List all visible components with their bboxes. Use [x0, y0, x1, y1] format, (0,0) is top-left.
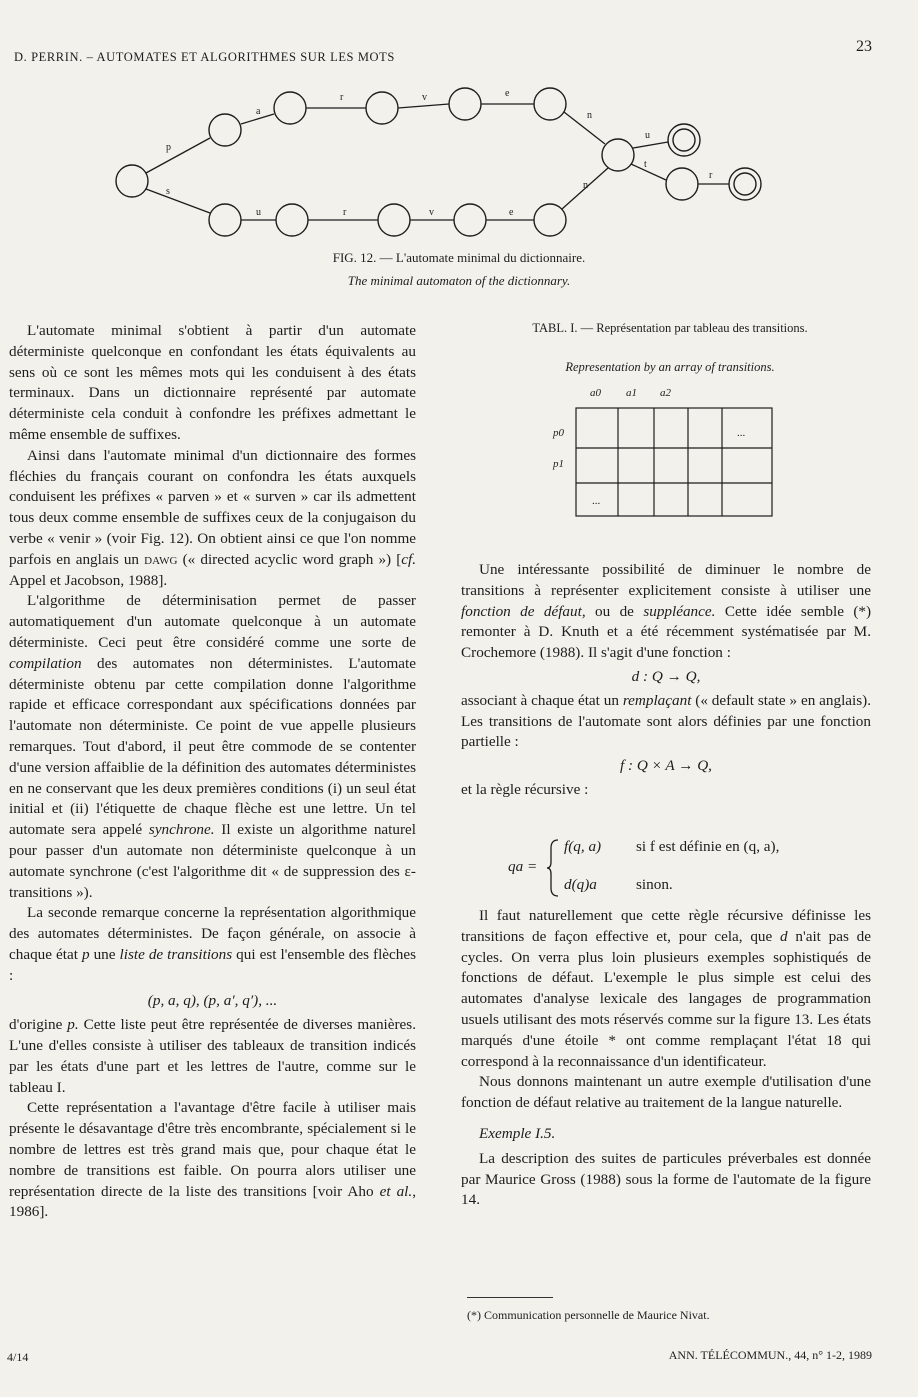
col-label-a0: a0 — [590, 387, 601, 399]
left-brace — [546, 838, 560, 898]
formula: (p, a, q), (p, a′, q′), ... — [147, 991, 278, 1009]
col-label-a2: a2 — [660, 387, 671, 399]
paragraph: Ainsi dans l'automate minimal d'un dictionnaire des formes fléchies du français courant on confondra les états auxquels conduisent les préfixes « parven » et « surven » car ils admettent tous deux comme ensemble de suffixes ceux de la conjugaison du verbe « venir » (voir Fig. 12). On obtient ainsi ce que l'on nomme parfois en anglais un dawg (« directed acyclic word graph ») [cf. Appel et Jacobson, 1988]. — [9, 446, 417, 589]
table-frame — [576, 408, 772, 516]
case-1: f(q, a) — [564, 838, 602, 855]
state-final-1-inner — [673, 129, 695, 151]
paragraph: La description des suites de particules préverbales est donnée par Maurice Gross (1988) sous la forme de l'automate de la figure 14. — [461, 1149, 871, 1209]
right-column — [461, 560, 871, 801]
edge-label-u3: u — [645, 130, 650, 141]
edge-label-e2: e — [509, 207, 514, 218]
edge-label-e: e — [505, 88, 510, 99]
automaton-figure — [100, 78, 780, 248]
footnote: (*) Communication personnelle de Maurice Nivat. — [467, 1308, 710, 1322]
footer-page-ref: 4/14 — [7, 1350, 29, 1364]
state-r — [666, 168, 698, 200]
state-bot-4 — [454, 204, 486, 236]
table-caption-fr: TABL. I. — Représentation par tableau des transitions. — [532, 321, 808, 335]
formula: f : Q × A → Q, — [620, 757, 712, 775]
edge-label-t: t — [644, 159, 647, 170]
edge-label-n: n — [587, 110, 592, 121]
edge-label-v: v — [422, 92, 427, 103]
row-label-p0: p0 — [553, 427, 564, 439]
edge-label-r: r — [340, 92, 344, 103]
state-bot-5 — [534, 204, 566, 236]
edge-label-p: p — [166, 142, 171, 153]
state-bot-3 — [378, 204, 410, 236]
paragraph: L'algorithme de déterminisation permet de passer automatiquement d'un automate quelconque à un automate déterministe. Ceci peut être considéré comme une sorte de compilation des automates non déterministes. L'automate déterministe obtenu par cette compilation donne l'algorithme rapide et efficace correspondant aux spécifications données par l'automate non déterministe. Ce point de vue appelle plusieurs remarques. Tout d'abord, il peut être commode de se contenter d'une version affaiblie de la définition des automates déterministes en ne conservant que les deux premières conditions (i) un seul état initial et (ii) l'étiquette de chaque flèche est une lettre. Un tel automate sera appelé synchrone. Il existe un algorithme naturel pour passer d'un automate non déterministe quelconque à un automate synchrone (c'est l'algorithme dit « de suppression des ε-transitions »). — [9, 592, 416, 901]
state-initial — [116, 165, 148, 197]
state-bot-2 — [276, 204, 308, 236]
ellipsis-col: ... — [592, 495, 601, 507]
edge-label-r2: r — [343, 207, 347, 218]
col-label-a1: a1 — [626, 387, 637, 399]
state-top-4 — [449, 88, 481, 120]
state-top-3 — [366, 92, 398, 124]
paragraph: associant à chaque état un remplaçant (« default state » en anglais). Les transitions de l'automate sont alors définies par une fonction partielle : — [461, 691, 872, 751]
recursive-rule — [508, 838, 888, 898]
state-top-2 — [274, 92, 306, 124]
ellipsis-row: ... — [737, 427, 746, 439]
cases-lhs: qa = — [508, 858, 538, 875]
edge-label-s: s — [166, 186, 170, 197]
state-top-5 — [534, 88, 566, 120]
paragraph: Cette représentation a l'avantage d'être facile à utiliser mais présente le désavantage d'être très encombrante, spécialement si le nombre de lettres est très grand mais que, pour chaque état le nombre de transitions est faible. On pourra alors utiliser une représentation directe de la liste des transitions [voir Aho et al., 1986]. — [9, 1099, 416, 1221]
left-column — [9, 321, 416, 1223]
formula: d : Q → Q, — [631, 667, 701, 685]
edge-label-u: u — [256, 207, 261, 218]
example-title: Exemple I.5. — [479, 1124, 556, 1142]
right-column-lower — [461, 906, 871, 1211]
paragraph: Une intéressante possibilité de diminuer le nombre de transitions à représenter explicitement consiste à utiliser une fonction de défaut, ou de suppléance. Cette idée semble (*) remonter à D. Knuth et a été récemment systématisée par M. Crochemore (1988). Il s'agit d'une fonction : — [461, 561, 872, 662]
condition-1: si f est définie en (q, a), — [636, 838, 780, 855]
figure-caption-en: The minimal automaton of the dictionnary. — [347, 273, 571, 288]
edge-label-n2: n — [583, 180, 588, 191]
state-bot-1 — [209, 204, 241, 236]
paragraph: d'origine p. Cette liste peut être représentée de diverses manières. L'une d'elles consiste à utiliser des tableaux de transition indicés par les états d'une part et les lettres de l'autre, comme sur le tableau I. — [9, 1016, 417, 1096]
case-2: d(q)a — [564, 876, 597, 893]
state-top-1 — [209, 114, 241, 146]
paragraph: et la règle récursive : — [461, 780, 589, 798]
paragraph: L'automate minimal s'obtient à partir d'un automate déterministe quelconque en confondant les états équivalents au sens où ce sont les mêmes mots qui les conduisent à des états terminaux. Dans un dictionnaire représenté par automate déterministe cela conduit à confondre les préfixes admettant le même ensemble de suffixes. — [9, 322, 416, 443]
running-head: D. PERRIN. – AUTOMATES ET ALGORITHMES SUR LES MOTS — [14, 50, 395, 64]
table-caption-en: Representation by an array of transitions. — [565, 360, 775, 374]
transition-table — [540, 384, 790, 524]
footnote-rule — [467, 1297, 553, 1298]
figure-caption-fr: FIG. 12. — L'automate minimal du dictionnaire. — [332, 250, 586, 265]
edge-label-r3: r — [709, 170, 713, 181]
edge-label-a: a — [256, 106, 261, 117]
row-label-p1: p1 — [553, 458, 564, 470]
page-number: 23 — [856, 38, 872, 55]
paragraph: La seconde remarque concerne la représentation algorithmique des automates déterministes. De façon générale, on associe à chaque état p une liste de transitions qui est l'ensemble des flèches : — [9, 904, 417, 984]
paragraph: Nous donnons maintenant un autre exemple d'utilisation d'une fonction de défaut relative au traitement de la langue naturelle. — [461, 1073, 871, 1112]
paragraph: Il faut naturellement que cette règle récursive définisse les transitions de façon effective et, pour cela, que d n'ait pas de cycles. On verra plus loin plusieurs exemples sophistiqués de fonctions de défaut. L'exemple le plus simple est celui des automates d'analyse lexicale des langages de programmation usuels utilisant des mots réservés comme sur la figure 13. Les états marqués d'une étoile * ont comme remplaçant l'état 18 qui correspond à la reconnaissance d'un identificateur. — [461, 907, 872, 1070]
state-final-2-inner — [734, 173, 756, 195]
footer-journal: ANN. TÉLÉCOMMUN., 44, n° 1-2, 1989 — [668, 1348, 872, 1362]
edge-label-v2: v — [429, 207, 434, 218]
condition-2: sinon. — [636, 876, 673, 893]
transition-arrows — [146, 104, 729, 220]
state-merge — [602, 139, 634, 171]
